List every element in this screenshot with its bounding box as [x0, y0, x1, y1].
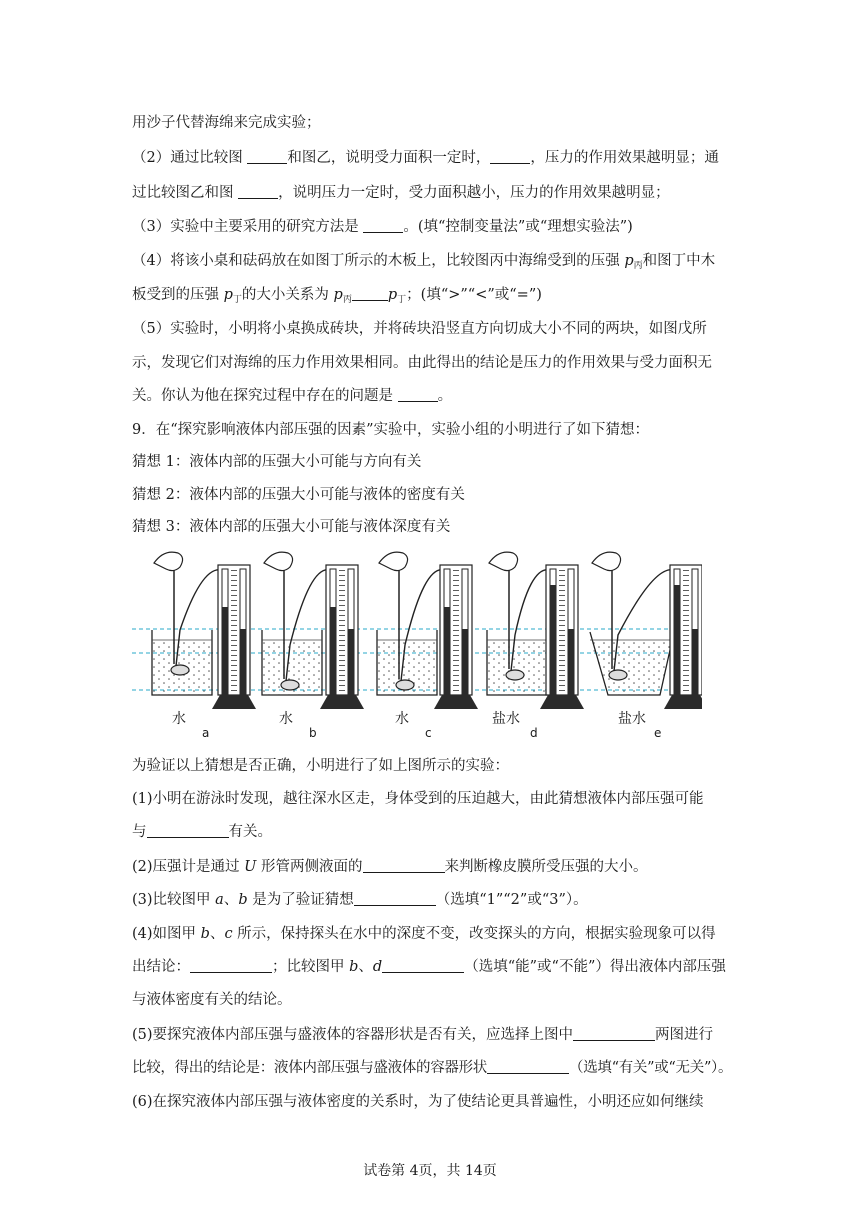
- answer-blank[interactable]: [398, 387, 438, 402]
- question-5-line-2: 示，发现它们对海绵的压力作用效果相同。由此得出的结论是压力的作用效果与受力面积无: [132, 355, 712, 371]
- hand-e: [592, 552, 621, 570]
- guess-3: 猜想 3：液体内部的压强大小可能与液体深度有关: [132, 519, 451, 535]
- sub-question-2-line: (2)压强计是通过 U 形管两侧液面的 来判断橡皮膜所受压强的大小。: [132, 859, 648, 875]
- answer-blank[interactable]: [190, 958, 272, 973]
- sub-question-5-line-1: (5)要探究液体内部压强与盛液体的容器形状是否有关，应选择上图中 两图进行: [132, 1027, 714, 1043]
- text-line: 用沙子代替海绵来完成实验；: [132, 115, 321, 131]
- letter-label-e: e: [654, 726, 662, 740]
- page-footer: 试卷第 4页，共 14页: [363, 1163, 497, 1179]
- experiment-figure: [132, 545, 702, 740]
- manometer-base-e: [664, 695, 702, 709]
- u-tube-liquid-right-b: [348, 629, 354, 695]
- answer-blank[interactable]: [363, 218, 403, 233]
- liquid-label-c: 水: [395, 711, 409, 727]
- question-4-line-2: 板受到的压强 $p_丁$的大小关系为 $p_丙$ $p_丁$；(填“>”“<”或“=”): [132, 287, 542, 305]
- manometer-base-c: [434, 695, 478, 709]
- question-2-line-2: 过比较图乙和图 ，说明压力一定时，受力面积越小，压力的作用效果越明显；: [132, 185, 670, 201]
- u-tube-liquid-left-d: [550, 585, 556, 695]
- answer-blank[interactable]: [354, 891, 436, 906]
- answer-blank[interactable]: [238, 184, 278, 199]
- u-tube-liquid-left-a: [222, 607, 228, 695]
- manometer-base-a: [212, 695, 256, 709]
- answer-blank[interactable]: [573, 1026, 655, 1041]
- sub-question-1-line-2: 与 有关。: [132, 824, 272, 840]
- sub-question-3-line: (3)比较图甲 a、b 是为了验证猜想 （选填“1”“2”或“3”）。: [132, 892, 588, 908]
- letter-label-b: b: [309, 726, 317, 740]
- guess-2: 猜想 2：液体内部的压强大小可能与液体的密度有关: [132, 487, 465, 503]
- letter-label-a: a: [202, 726, 210, 740]
- u-tube-liquid-right-d: [568, 629, 574, 695]
- hand-c: [379, 552, 408, 570]
- answer-blank[interactable]: [487, 1059, 569, 1074]
- liquid-label-a: 水: [172, 711, 186, 727]
- question-5-line-1: （5）实验时，小明将小桌换成砖块，并将砖块沿竖直方向切成大小不同的两块，如图戊所: [132, 321, 707, 337]
- answer-blank[interactable]: [363, 858, 445, 873]
- u-tube-liquid-left-e: [674, 585, 680, 695]
- sub-question-4-line-3: 与液体密度有关的结论。: [132, 992, 292, 1008]
- manometer-scale-e: [683, 569, 689, 693]
- probe-head-b: [281, 680, 299, 690]
- liquid-label-e: 盐水: [618, 711, 646, 727]
- answer-blank[interactable]: [352, 286, 388, 301]
- letter-label-c: c: [425, 726, 432, 740]
- liquid-label-b: 水: [279, 711, 293, 727]
- u-tube-liquid-right-e: [692, 629, 698, 695]
- manometer-scale-c: [453, 569, 459, 693]
- hand-d: [489, 552, 518, 570]
- sub-question-4-line-2: 出结论： ；比较图甲 b、d （选填“能”或“不能”）得出液体内部压强: [132, 959, 726, 975]
- u-tube-liquid-left-b: [330, 607, 336, 695]
- liquid-d: [487, 640, 547, 695]
- u-tube-liquid-right-c: [462, 629, 468, 695]
- sub-question-5-line-2: 比较，得出的结论是：液体内部压强与盛液体的容器形状 （选填“有关”或“无关”）。: [132, 1060, 733, 1076]
- manometer-base-d: [540, 695, 584, 709]
- question-9-title: 9．在“探究影响液体内部压强的因素”实验中，实验小组的小明进行了如下猜想：: [132, 422, 650, 438]
- question-3-line: （3）实验中主要采用的研究方法是 。(填“控制变量法”或“理想实验法”): [132, 219, 633, 235]
- answer-blank[interactable]: [490, 149, 530, 164]
- manometer-base-b: [320, 695, 364, 709]
- probe-head-d: [506, 670, 524, 680]
- probe-head-c: [396, 680, 414, 690]
- sub-question-4-line-1: (4)如图甲 b、c 所示，保持探头在水中的深度不变，改变探头的方向，根据实验现象可以得: [132, 926, 716, 942]
- sub-question-6-line: (6)在探究液体内部压强与液体密度的关系时，为了使结论更具普遍性，小明还应如何继续: [132, 1094, 704, 1110]
- probe-head-a: [171, 665, 189, 675]
- probe-head-e: [609, 670, 627, 680]
- u-tube-liquid-right-a: [240, 629, 246, 695]
- manometer-scale-b: [339, 569, 345, 693]
- guess-1: 猜想 1：液体内部的压强大小可能与方向有关: [132, 454, 422, 470]
- question-5-line-3: 关。你认为他在探究过程中存在的问题是 。: [132, 388, 453, 404]
- u-tube-liquid-left-c: [444, 607, 450, 695]
- hand-b: [264, 552, 293, 570]
- answer-blank[interactable]: [382, 958, 464, 973]
- intro-line: 为验证以上猜想是否正确，小明进行了如上图所示的实验：: [132, 758, 509, 774]
- question-2-line-1: （2）通过比较图 和图乙，说明受力面积一定时， ，压力的作用效果越明显；通: [132, 150, 719, 166]
- question-4-line-1: （4）将该小桌和砝码放在如图丁所示的木板上，比较图丙中海绵受到的压强 $p_丙$和图丁中木: [132, 253, 716, 271]
- answer-blank[interactable]: [147, 823, 229, 838]
- answer-blank[interactable]: [247, 149, 287, 164]
- letter-label-d: d: [530, 726, 538, 740]
- hand-a: [154, 552, 183, 570]
- liquid-label-d: 盐水: [492, 711, 520, 727]
- manometer-scale-d: [559, 569, 565, 693]
- sub-question-1-line-1: (1)小明在游泳时发现，越往深水区走，身体受到的压迫越大，由此猜想液体内部压强可能: [132, 791, 704, 807]
- manometer-scale-a: [231, 569, 237, 693]
